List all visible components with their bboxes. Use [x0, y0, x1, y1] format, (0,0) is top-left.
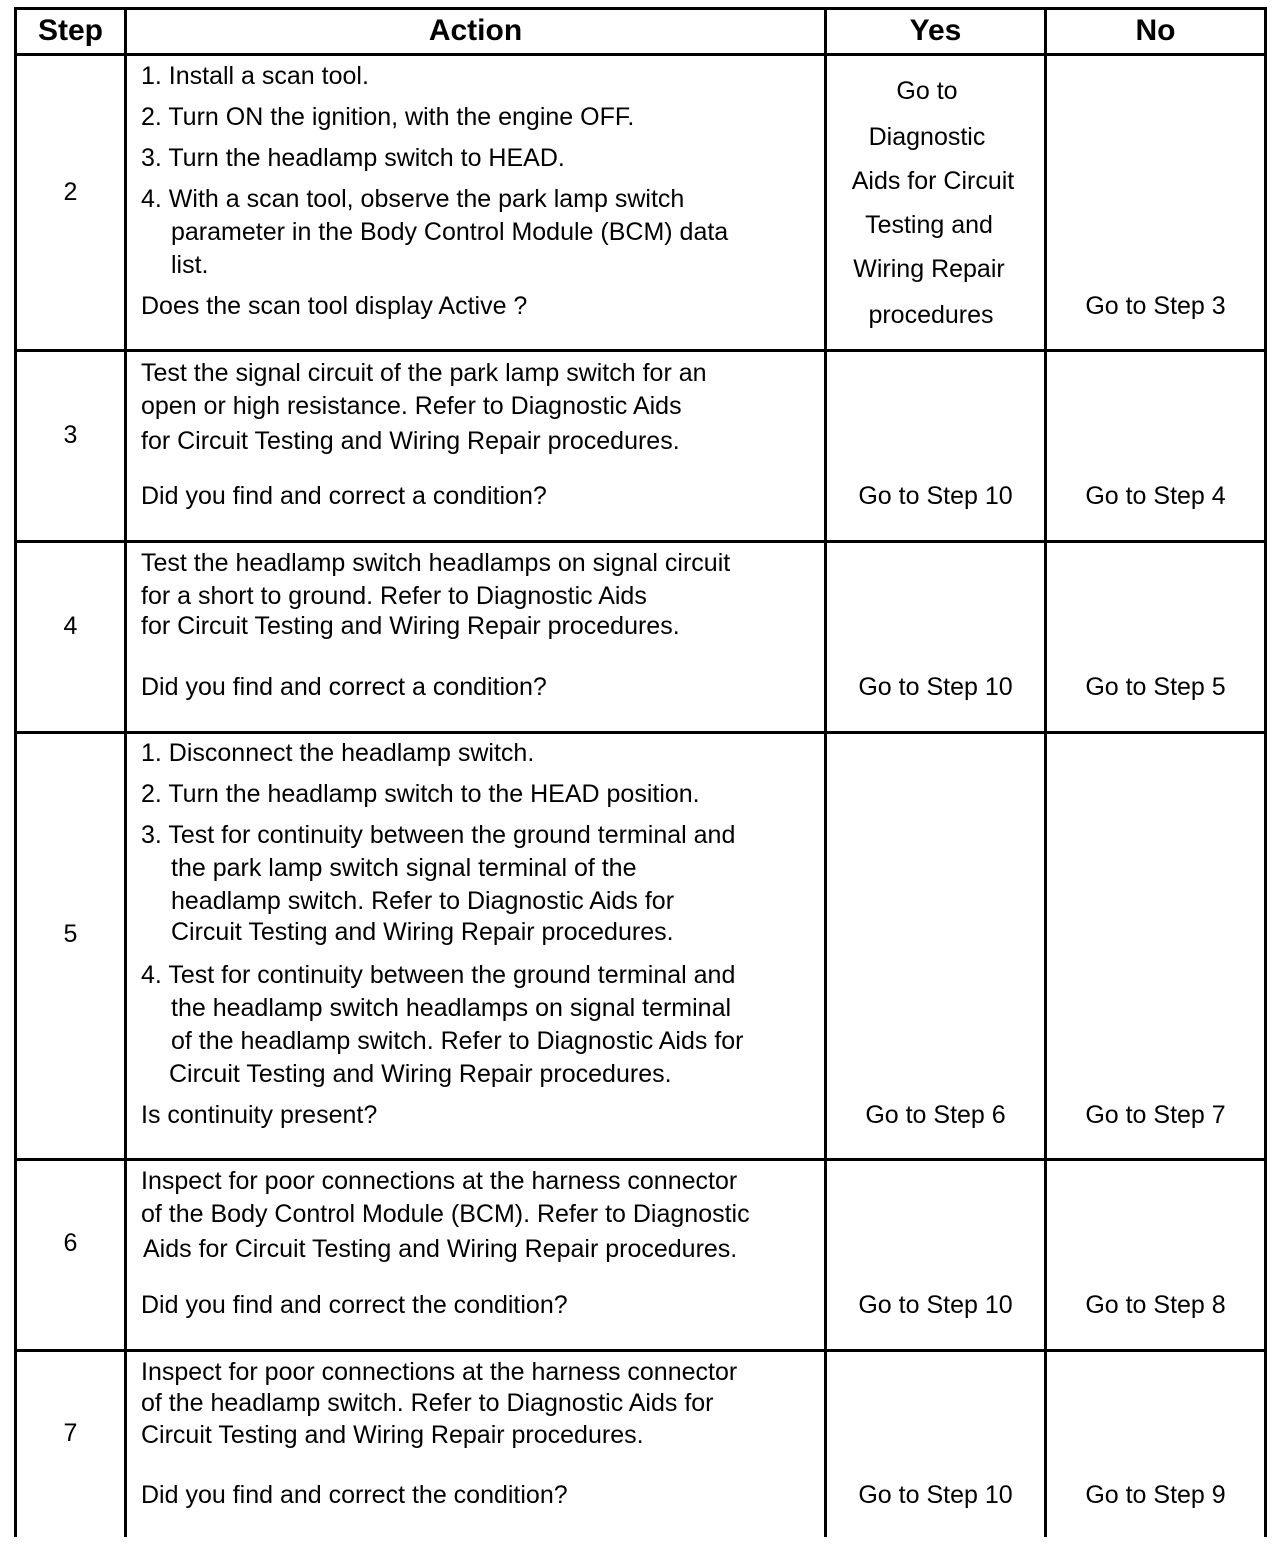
action-line: Test the headlamp switch headlamps on signal circuit: [141, 549, 731, 577]
header-step: Step: [37, 14, 103, 47]
step-number: 7: [63, 1419, 78, 1447]
yes-result: Go to Step 10: [858, 1291, 1013, 1319]
action-line: 1. Disconnect the headlamp switch.: [141, 739, 535, 767]
table-border: [14, 540, 1267, 543]
table-border: [14, 7, 1267, 10]
action-line: of the Body Control Module (BCM). Refer to Diagnostic: [141, 1200, 750, 1228]
table-border: [14, 731, 1267, 734]
action-line: 1. Install a scan tool.: [141, 62, 369, 90]
action-line: Did you find and correct the condition?: [141, 1481, 568, 1509]
yes-result: Go to Step 10: [858, 673, 1013, 701]
no-result: Go to Step 4: [1085, 482, 1226, 510]
action-line: of the headlamp switch. Refer to Diagnostic Aids for: [141, 1389, 714, 1417]
action-line: 4. Test for continuity between the ground terminal and: [141, 961, 736, 989]
table-border: [14, 53, 1267, 56]
action-line: Is continuity present?: [141, 1101, 378, 1129]
table-border: [14, 7, 17, 1537]
action-line: the park lamp switch signal terminal of the: [171, 854, 637, 882]
action-line: Inspect for poor connections at the harness connector: [141, 1167, 738, 1195]
table-border: [14, 349, 1267, 352]
action-line: headlamp switch. Refer to Diagnostic Aids for: [171, 887, 675, 915]
no-result: Go to Step 8: [1085, 1291, 1226, 1319]
yes-line: Testing and: [865, 211, 993, 239]
action-line: 4. With a scan tool, observe the park lamp switch: [141, 185, 685, 213]
header-no: No: [1135, 14, 1176, 47]
action-line: Circuit Testing and Wiring Repair procedures.: [171, 918, 674, 946]
yes-line: Go to: [896, 77, 958, 105]
yes-result: Go to Step 10: [858, 482, 1013, 510]
action-line: Does the scan tool display Active ?: [141, 292, 528, 320]
step-number: 5: [63, 920, 78, 948]
step-number: 3: [63, 421, 78, 449]
header-yes: Yes: [909, 14, 962, 47]
action-line: Did you find and correct the condition?: [141, 1291, 568, 1319]
table-border: [124, 7, 127, 1537]
action-line: 3. Test for continuity between the ground terminal and: [141, 821, 736, 849]
action-line: 2. Turn the headlamp switch to the HEAD position.: [141, 780, 700, 808]
action-line: list.: [171, 251, 209, 279]
action-line: Inspect for poor connections at the harness connector: [141, 1358, 738, 1386]
action-line: for Circuit Testing and Wiring Repair procedures.: [141, 612, 680, 640]
action-line: Circuit Testing and Wiring Repair procedures.: [141, 1421, 644, 1449]
yes-line: Wiring Repair: [853, 255, 1005, 283]
table-border: [14, 1349, 1267, 1352]
action-line: 3. Turn the headlamp switch to HEAD.: [141, 144, 565, 172]
table-border: [1264, 7, 1267, 1537]
no-result: Go to Step 7: [1085, 1101, 1226, 1129]
action-line: 2. Turn ON the ignition, with the engine OFF.: [141, 103, 635, 131]
action-line: Aids for Circuit Testing and Wiring Repair procedures.: [143, 1235, 738, 1263]
yes-line: Diagnostic: [868, 123, 986, 151]
action-line: Did you find and correct a condition?: [141, 673, 547, 701]
action-line: for a short to ground. Refer to Diagnostic Aids: [141, 582, 647, 610]
no-result: Go to Step 5: [1085, 673, 1226, 701]
yes-result: Go to Step 10: [858, 1481, 1013, 1509]
action-line: for Circuit Testing and Wiring Repair procedures.: [141, 427, 680, 455]
yes-result: Go to Step 6: [865, 1101, 1006, 1129]
step-number: 2: [63, 178, 78, 206]
no-result: Go to Step 3: [1085, 292, 1226, 320]
step-number: 6: [63, 1229, 78, 1257]
table-border: [14, 1158, 1267, 1161]
action-line: open or high resistance. Refer to Diagnostic Aids: [141, 392, 682, 420]
action-line: the headlamp switch headlamps on signal terminal: [171, 994, 732, 1022]
action-line: Circuit Testing and Wiring Repair procedures.: [169, 1060, 672, 1088]
action-line: Did you find and correct a condition?: [141, 482, 547, 510]
action-line: of the headlamp switch. Refer to Diagnostic Aids for: [171, 1027, 744, 1055]
yes-line: Aids for Circuit: [851, 167, 1015, 195]
action-line: parameter in the Body Control Module (BCM) data: [171, 218, 729, 246]
header-action: Action: [428, 14, 523, 47]
action-line: Test the signal circuit of the park lamp switch for an: [141, 359, 707, 387]
yes-line: procedures: [868, 301, 994, 329]
step-number: 4: [63, 612, 78, 640]
no-result: Go to Step 9: [1085, 1481, 1226, 1509]
